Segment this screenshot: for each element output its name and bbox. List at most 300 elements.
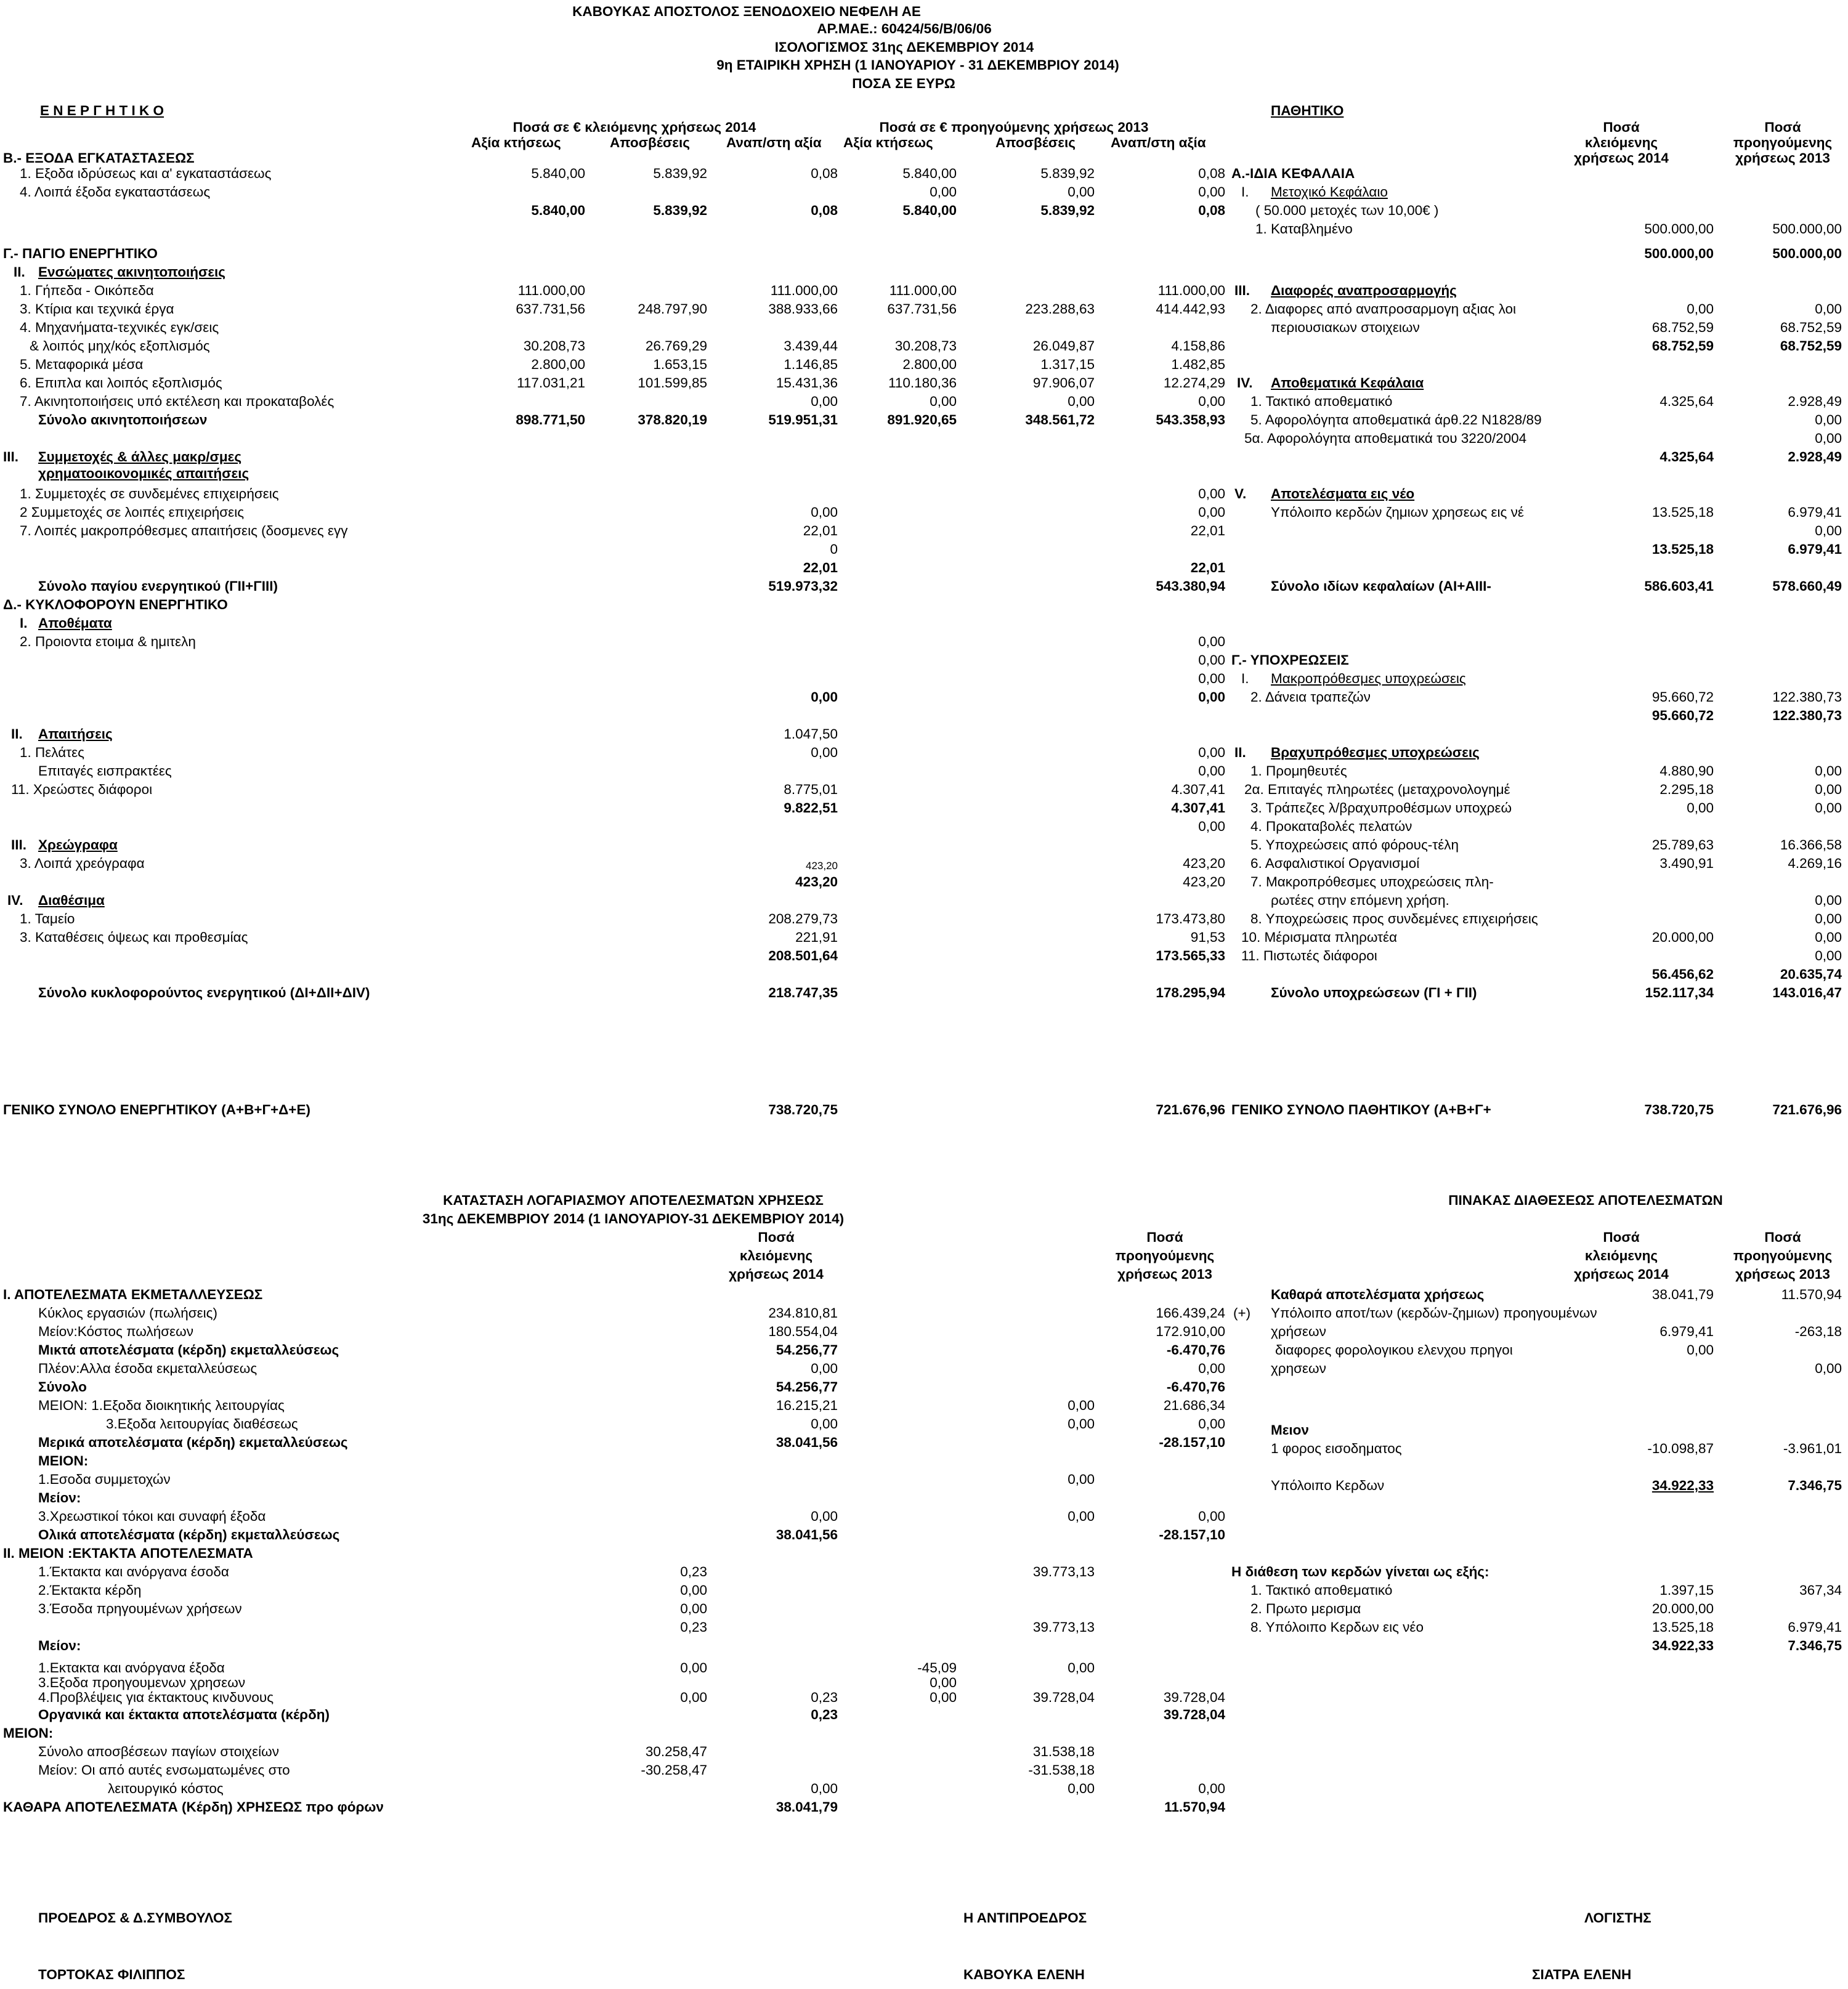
statement-text: ΙΣΟΛΟΓΙΣΜΟΣ 31ης ΔΕΚΕΜΒΡΙΟΥ 2014	[774, 39, 1034, 55]
statement-text: 7.346,75	[1788, 1638, 1842, 1653]
statement-text: Ι.	[20, 615, 28, 631]
statement-text: 4.158,86	[1171, 338, 1225, 354]
statement-text: 0,00	[1198, 1361, 1225, 1376]
statement-text: κλειόμενης	[1584, 135, 1658, 150]
statement-text: 1.Έκτακτα και ανόργανα έσοδα	[38, 1564, 229, 1579]
statement-text: -263,18	[1794, 1324, 1842, 1339]
statement-text: 4.307,41	[1171, 782, 1225, 797]
statement-text: 22,01	[1190, 523, 1225, 538]
statement-text: 0,00	[1687, 1342, 1714, 1358]
statement-text: Ποσά	[1764, 120, 1801, 135]
statement-text: 22,01	[803, 560, 838, 575]
statement-text: 7. Ακινητοποιήσεις υπό εκτέλεση και προκαταβολές	[20, 394, 334, 409]
statement-text: Ε Ν Ε Ρ Γ Η Τ Ι Κ Ο	[40, 103, 164, 118]
statement-text: Γ.- ΠΑΓΙΟ ΕΝΕΡΓΗΤΙΚΟ	[3, 246, 158, 261]
statement-text: ΓΕΝΙΚΟ ΣΥΝΟΛΟ ΠΑΘΗΤΙΚΟΥ (Α+Β+Γ+	[1231, 1102, 1491, 1117]
statement-text: ΠΟΣΑ ΣΕ ΕΥΡΩ	[852, 76, 955, 91]
statement-text: 1.653,15	[653, 357, 707, 372]
statement-text: 2.800,00	[902, 357, 957, 372]
statement-text: 1. Γήπεδα - Οικόπεδα	[20, 283, 154, 298]
statement-text: 2. Δάνεια τραπεζών	[1250, 689, 1371, 705]
statement-text: Β.- ΕΞΟΔΑ ΕΓΚΑΤΑΣΤΑΣΕΩΣ	[3, 150, 195, 166]
statement-text: ΣΙΑΤΡΑ ΕΛΕΝΗ	[1532, 1967, 1632, 1982]
statement-text: 2 Συμμετοχές σε λοιπές επιχειρήσεις	[20, 504, 245, 520]
statement-text: Καθαρά αποτελέσματα χρήσεως	[1271, 1287, 1485, 1302]
statement-text: 738.720,75	[1644, 1102, 1714, 1117]
statement-text: 173.473,80	[1156, 911, 1225, 926]
statement-text: διαφορες φορολογικου ελενχου πρηγοι	[1275, 1342, 1513, 1358]
statement-text: Δ.- ΚΥΚΛΟΦΟΡΟΥΝ ΕΝΕΡΓΗΤΙΚΟ	[3, 597, 228, 612]
statement-text: Διαθέσιμα	[38, 893, 105, 908]
statement-text: 13.525,18	[1651, 504, 1714, 520]
statement-text: Μικτά αποτελέσματα (κέρδη) εκμεταλλεύσεως	[38, 1342, 339, 1358]
statement-text: ΤΟΡΤΟΚΑΣ ΦΙΛΙΠΠΟΣ	[38, 1967, 185, 1982]
statement-text: 39.773,13	[1032, 1564, 1095, 1579]
statement-text: -6.470,76	[1166, 1342, 1225, 1358]
statement-text: 414.442,93	[1156, 301, 1225, 317]
statement-text: ΙΙ. ΜΕΙΟΝ :ΕΚΤΑΚΤΑ ΑΠΟΤΕΛΕΣΜΑΤΑ	[3, 1545, 253, 1561]
statement-text: 11. Χρεώστες διάφοροι	[11, 782, 153, 797]
statement-text: 0,00	[1815, 1361, 1842, 1376]
statement-text: 5.839,92	[1040, 166, 1095, 181]
statement-text: 2. Διαφορες από αναπροσαρμογη αξιας λοι	[1250, 301, 1517, 317]
statement-text: 25.789,63	[1651, 837, 1714, 853]
statement-text: ΚΑΒΟΥΚΑΣ ΑΠΟΣΤΟΛΟΣ ΞΕΝΟΔΟΧΕΙΟ ΝΕΦΕΛΗ ΑΕ	[572, 4, 921, 19]
statement-text: 5.839,92	[653, 203, 707, 218]
statement-text: Συμμετοχές & άλλες μακρ/σμες	[38, 449, 242, 464]
statement-text: 1. Συμμετοχές σε συνδεμένες επιχειρήσεις	[20, 486, 279, 501]
statement-text: 578.660,49	[1772, 578, 1842, 594]
statement-text: 97.906,07	[1032, 375, 1095, 391]
statement-text: 3.Εξοδα λειτουργίας διαθέσεως	[106, 1416, 298, 1432]
statement-text: 95.660,72	[1651, 689, 1714, 705]
statement-text: 0,00	[930, 184, 957, 200]
statement-text: 1.Εσοδα συμμετοχών	[38, 1472, 171, 1487]
statement-text: ΚΑΤΑΣΤΑΣΗ ΛΟΓΑΡΙΑΣΜΟΥ ΑΠΟΤΕΛΕΣΜΑΤΩΝ ΧΡΗΣΕΩΣ	[443, 1193, 824, 1208]
statement-text: 543.358,93	[1156, 412, 1225, 427]
statement-text: 180.554,04	[768, 1324, 838, 1339]
statement-text: 543.380,94	[1156, 578, 1225, 594]
statement-text: -3.961,01	[1783, 1441, 1842, 1456]
statement-text: 4.Προβλέψεις για έκτακτους κινδυνους	[38, 1690, 274, 1705]
statement-text: 0,00	[1815, 948, 1842, 963]
statement-text: Υπόλοιπο Κερδων	[1271, 1478, 1385, 1493]
statement-text: χρήσεων	[1271, 1324, 1326, 1339]
statement-text: 5.840,00	[531, 166, 585, 181]
statement-text: Ποσά σε € προηγούμενης χρήσεως 2013	[879, 120, 1149, 135]
statement-text: Α.-ΙΔΙΑ ΚΕΦΑΛΑΙΑ	[1231, 166, 1355, 181]
statement-text: 0,00	[680, 1660, 707, 1675]
statement-text: 2.800,00	[531, 357, 585, 372]
statement-text: 143.016,47	[1772, 985, 1842, 1000]
statement-text: 7. Λοιπές μακροπρόθεσμες απαιτήσεις (δοσμενες εγγ	[20, 523, 348, 538]
statement-text: κλειόμενης	[739, 1248, 813, 1263]
statement-text: -30.258,47	[641, 1762, 707, 1778]
statement-text: Αξία κτήσεως	[843, 135, 933, 150]
statement-text: 0,08	[811, 203, 838, 218]
statement-text: 11.570,94	[1781, 1287, 1842, 1302]
statement-text: 0,00	[1687, 800, 1714, 816]
statement-text: 166.439,24	[1156, 1305, 1225, 1321]
statement-text: Μείον:Κόστος πωλήσεων	[38, 1324, 193, 1339]
statement-text: 0,00	[1815, 893, 1842, 908]
statement-text: 6. Ασφαλιστικοί Οργανισμοί	[1250, 856, 1420, 871]
statement-text: 423,20	[1183, 874, 1225, 889]
statement-text: Αξία κτήσεως	[471, 135, 561, 150]
statement-text: ΠΙΝΑΚΑΣ ΔΙΑΘΕΣΕΩΣ ΑΠΟΤΕΛΕΣΜΑΤΩΝ	[1448, 1193, 1723, 1208]
statement-text: 54.256,77	[776, 1342, 838, 1358]
statement-text: 2. Πρωτο μερισμα	[1250, 1601, 1361, 1616]
statement-text: 39.728,04	[1032, 1690, 1095, 1705]
statement-text: 152.117,34	[1645, 985, 1714, 1000]
statement-text: χρήσεως 2014	[1574, 1266, 1669, 1282]
statement-text: Σύνολο παγίου ενεργητικού (ΓΙΙ+ΓΙΙΙ)	[38, 578, 278, 594]
statement-text: 9.822,51	[784, 800, 838, 816]
statement-text: 2.Έκτακτα κέρδη	[38, 1582, 142, 1598]
statement-text: χρήσεως 2014	[1574, 150, 1669, 166]
statement-text: -28.157,10	[1159, 1527, 1225, 1542]
statement-text: 22,01	[803, 523, 838, 538]
statement-text: 1. Τακτικό αποθεματικό	[1250, 394, 1393, 409]
statement-text: 5. Αφορολόγητα αποθεματικά άρθ.22 Ν1828/89	[1250, 412, 1542, 427]
statement-text: 221,91	[795, 930, 838, 945]
statement-text: ΠΡΟΕΔΡΟΣ & Δ.ΣΥΜΒΟΥΛΟΣ	[38, 1910, 233, 1926]
statement-text: ΚΑΒΟΥΚΑ ΕΛΕΝΗ	[963, 1967, 1085, 1982]
statement-text: Ποσά	[758, 1229, 795, 1245]
statement-text: 423,20	[1183, 856, 1225, 871]
statement-text: προηγούμενης	[1733, 1248, 1833, 1263]
statement-text: 1. Εξοδα ιδρύσεως και α' εγκαταστάσεως	[20, 166, 272, 181]
statement-text: ΜΕΙΟΝ: 1.Εξοδα διοικητικής λειτουργίας	[38, 1398, 285, 1413]
statement-text: 423,20	[806, 860, 838, 872]
statement-text: 6.979,41	[1660, 1324, 1714, 1339]
statement-text: Αποσβέσεις	[995, 135, 1076, 150]
statement-text: 117.031,21	[517, 375, 585, 391]
statement-text: 1. Προμηθευτές	[1250, 763, 1347, 779]
statement-text: κλειόμενης	[1584, 1248, 1658, 1263]
statement-text: 0,08	[811, 166, 838, 181]
statement-text: 8. Υπόλοιπο Κερδων εις νέο	[1250, 1619, 1424, 1635]
statement-text: 54.256,77	[776, 1379, 838, 1395]
statement-text: 178.295,94	[1156, 985, 1225, 1000]
statement-text: 378.820,19	[638, 412, 707, 427]
statement-text: 500.000,00	[1644, 246, 1714, 261]
statement-text: 20.000,00	[1651, 930, 1714, 945]
statement-text: ( 50.000 μετοχές των 10,00€ )	[1255, 203, 1439, 218]
statement-text: Υπόλοιπο κερδών ζημιων χρησεως εις νέ	[1271, 504, 1524, 520]
statement-text: χρήσεως 2013	[1117, 1266, 1212, 1282]
statement-text: Σύνολο ιδίων κεφαλαίων (ΑΙ+ΑΙΙΙ-	[1271, 578, 1491, 594]
statement-text: 586.603,41	[1644, 578, 1714, 594]
statement-text: 721.676,96	[1156, 1102, 1225, 1117]
statement-text: 0,00	[1687, 301, 1714, 317]
statement-text: 2.928,49	[1788, 394, 1842, 409]
statement-text: 122.380,73	[1772, 689, 1842, 705]
statement-text: Αναπ/στη αξία	[726, 135, 822, 150]
statement-text: 1.482,85	[1171, 357, 1225, 372]
statement-text: 0,00	[1815, 782, 1842, 797]
statement-text: 637.731,56	[887, 301, 957, 317]
statement-text: 234.810,81	[768, 1305, 838, 1321]
statement-text: 500.000,00	[1772, 246, 1842, 261]
statement-text: 0,00	[1198, 504, 1225, 520]
statement-text: 0,00	[811, 745, 838, 760]
statement-text: 16.366,58	[1780, 837, 1842, 853]
statement-text: Απαιτήσεις	[38, 726, 113, 742]
statement-text: λειτουργικό κόστος	[108, 1781, 224, 1796]
statement-text: Διαφορές αναπροσαρμογής	[1271, 283, 1457, 298]
statement-text: 3.Χρεωστικοί τόκοι και συναφή έξοδα	[38, 1509, 266, 1524]
statement-text: 500.000,00	[1772, 221, 1842, 237]
statement-text: ΙΙΙ.	[1234, 283, 1250, 298]
statement-text: 0	[830, 541, 838, 557]
statement-text: -10.098,87	[1647, 1441, 1714, 1456]
statement-text: 110.180,36	[888, 375, 957, 391]
statement-text: 738.720,75	[768, 1102, 838, 1117]
statement-text: 0,00	[930, 1690, 957, 1705]
statement-text: Ι. ΑΠΟΤΕΛΕΣΜΑΤΑ ΕΚΜΕΤΑΛΛΕΥΣΕΩΣ	[3, 1287, 263, 1302]
statement-text: Ποσά	[1146, 1229, 1183, 1245]
statement-text: 0,00	[1815, 930, 1842, 945]
statement-text: 0,00	[811, 504, 838, 520]
statement-text: Οργανικά και έκτακτα αποτελέσματα (κέρδη)	[38, 1707, 330, 1722]
statement-text: 172.910,00	[1156, 1324, 1225, 1339]
statement-text: 0,00	[1815, 523, 1842, 538]
statement-text: 248.797,90	[638, 301, 707, 317]
statement-text: 0,00	[1815, 412, 1842, 427]
statement-text: 68.752,59	[1651, 338, 1714, 354]
statement-text: 39.773,13	[1032, 1619, 1095, 1635]
statement-text: 20.000,00	[1651, 1601, 1714, 1616]
statement-text: ΙV.	[1237, 375, 1253, 391]
statement-text: 56.456,62	[1651, 966, 1714, 982]
statement-text: 0,00	[1068, 1398, 1095, 1413]
statement-text: Αποσβέσεις	[610, 135, 690, 150]
statement-text: Μερικά αποτελέσματα (κέρδη) εκμεταλλεύσεως	[38, 1435, 348, 1450]
statement-text: 38.041,56	[776, 1435, 838, 1450]
statement-text: Ολικά αποτελέσματα (κέρδη) εκμεταλλεύσεως	[38, 1527, 340, 1542]
statement-text: 68.752,59	[1780, 338, 1842, 354]
statement-text: 519.951,31	[768, 412, 838, 427]
statement-text: 208.279,73	[768, 911, 838, 926]
statement-text: 68.752,59	[1651, 320, 1714, 335]
statement-text: 0,00	[1198, 486, 1225, 501]
statement-text: 38.041,56	[776, 1527, 838, 1542]
statement-text: 5.840,00	[531, 203, 585, 218]
statement-text: 218.747,35	[768, 985, 838, 1000]
statement-text: 1 φορος εισοδηματος	[1271, 1441, 1402, 1456]
statement-text: 4. Μηχανήματα-τεχνικές εγκ/σεις	[20, 320, 219, 335]
statement-text: Ποσά σε € κλειόμενης χρήσεως 2014	[513, 120, 756, 135]
statement-text: 16.215,21	[776, 1398, 838, 1413]
statement-text: 637.731,56	[516, 301, 585, 317]
statement-text: (+)	[1233, 1305, 1251, 1321]
statement-text: ΙΙΙ.	[3, 449, 19, 464]
statement-text: ΜΕΙΟΝ:	[3, 1725, 54, 1741]
statement-text: 0,00	[811, 1416, 838, 1432]
statement-text: 0,00	[1198, 819, 1225, 834]
statement-text: 34.922,33	[1651, 1638, 1714, 1653]
statement-text: 3. Λοιπά χρεόγραφα	[20, 856, 145, 871]
statement-text: 3. Καταθέσεις όψεως και προθεσμίας	[20, 930, 248, 945]
statement-text: 891.920,65	[887, 412, 957, 427]
statement-text: Πλέον:Αλλα έσοδα εκμεταλλεύσεως	[38, 1361, 257, 1376]
statement-text: Σύνολο υποχρεώσεων (ΓΙ + ΓΙΙ)	[1271, 985, 1477, 1000]
statement-text: Μείον:	[38, 1490, 81, 1505]
statement-text: 11. Πιστωτές διάφοροι	[1241, 948, 1377, 963]
statement-text: 4.307,41	[1171, 800, 1225, 816]
statement-text: Σύνολο κυκλοφορούντος ενεργητικού (ΔΙ+ΔΙΙ+ΔΙV)	[38, 985, 370, 1000]
statement-text: χρήσεως 2013	[1735, 1266, 1830, 1282]
statement-text: 519.973,32	[768, 578, 838, 594]
statement-text: Σύνολο αποσβέσεων παγίων στοιχείων	[38, 1744, 279, 1759]
statement-text: 4.325,64	[1660, 449, 1714, 464]
statement-text: 0,00	[1198, 1416, 1225, 1432]
statement-text: 0,00	[1198, 394, 1225, 409]
statement-text: 423,20	[795, 874, 838, 889]
statement-text: 0,00	[1198, 652, 1225, 668]
statement-text: Μείον: Οι από αυτές ενσωματωμένες στο	[38, 1762, 290, 1778]
statement-text: 0,00	[1815, 911, 1842, 926]
statement-text: ΛΟΓΙΣΤΗΣ	[1584, 1910, 1651, 1926]
statement-text: 6. Επιπλα και λοιπός εξοπλισμός	[20, 375, 222, 391]
statement-text: 5.839,92	[1040, 203, 1095, 218]
statement-text: 3.Έσοδα πρηγουμένων χρήσεων	[38, 1601, 242, 1616]
statement-text: 0,00	[1198, 671, 1225, 686]
statement-text: 13.525,18	[1651, 541, 1714, 557]
statement-text: 0,00	[930, 1675, 957, 1690]
statement-text: ΙΙ.	[1234, 745, 1246, 760]
statement-text: Κύκλος εργασιών (πωλήσεις)	[38, 1305, 217, 1321]
statement-text: χρηματοοικονομικές απαιτήσεις	[38, 466, 249, 481]
statement-text: 4.269,16	[1788, 856, 1842, 871]
statement-text: 0,00	[811, 1781, 838, 1796]
statement-text: 721.676,96	[1772, 1102, 1842, 1117]
statement-text: 1. Πελάτες	[20, 745, 84, 760]
statement-text: Χρεώγραφα	[38, 837, 118, 853]
statement-text: 0,00	[1815, 301, 1842, 317]
statement-text: 39.728,04	[1163, 1707, 1225, 1722]
statement-text: 1.047,50	[784, 726, 838, 742]
statement-text: 500.000,00	[1644, 221, 1714, 237]
statement-text: 2α. Επιταγές πληρωτέες (μεταχρονολογημέ	[1244, 782, 1510, 797]
statement-text: Αποτελέσματα εις νέο	[1271, 486, 1415, 501]
statement-text: Βραχυπρόθεσμες υποχρεώσεις	[1271, 745, 1480, 760]
statement-text: 0,00	[811, 689, 838, 705]
statement-text: V.	[1234, 486, 1247, 501]
statement-text: Η διάθεση των κερδών γίνεται ως εξής:	[1231, 1564, 1489, 1579]
statement-text: 0,00	[1198, 1509, 1225, 1524]
statement-text: προηγούμενης	[1115, 1248, 1215, 1263]
statement-text: 26.769,29	[645, 338, 707, 354]
statement-text: περιουσιακων στοιχειων	[1271, 320, 1420, 335]
statement-text: Ενσώματες ακινητοποιήσεις	[38, 264, 225, 280]
statement-text: 2. Προιοντα ετοιμα & ημιτελη	[20, 634, 196, 649]
statement-text: 8. Υποχρεώσεις προς συνδεμένες επιχειρήσεις	[1250, 911, 1538, 926]
statement-text: 122.380,73	[1772, 708, 1842, 723]
statement-text: 4.880,90	[1660, 763, 1714, 779]
statement-text: Μείον:	[38, 1638, 81, 1653]
statement-text: 223.288,63	[1025, 301, 1095, 317]
statement-text: προηγούμενης	[1733, 135, 1833, 150]
statement-text: ΚΑΘΑΡΑ ΑΠΟΤΕΛΕΣΜΑΤΑ (Κέρδη) ΧΡΗΣΕΩΣ προ φόρων	[3, 1799, 384, 1815]
statement-text: 0,00	[1198, 634, 1225, 649]
statement-text: ρωτέες στην επόμενη χρήση.	[1271, 893, 1449, 908]
statement-text: 0,23	[811, 1707, 838, 1722]
statement-text: 7. Μακροπρόθεσμες υποχρεώσεις πλη-	[1250, 874, 1494, 889]
statement-text: 367,34	[1799, 1582, 1842, 1598]
statement-text: 0,00	[680, 1690, 707, 1705]
statement-text: 0,00	[1198, 1781, 1225, 1796]
statement-text: 1. Τακτικό αποθεματικό	[1250, 1582, 1393, 1598]
statement-text: 3.Εξοδα προηγουμενων χρησεων	[38, 1675, 246, 1690]
statement-text: 0,00	[1198, 689, 1225, 705]
statement-text: 0,00	[1068, 184, 1095, 200]
statement-text: Μειον	[1271, 1422, 1309, 1438]
statement-text: Ι.	[1241, 671, 1249, 686]
statement-text: 31.538,18	[1032, 1744, 1095, 1759]
statement-text: 3.439,44	[784, 338, 838, 354]
statement-text: 22,01	[1190, 560, 1225, 575]
statement-text: 30.258,47	[645, 1744, 707, 1759]
statement-text: 0,00	[1198, 745, 1225, 760]
statement-text: ΙΙ.	[11, 726, 23, 742]
statement-text: 95.660,72	[1651, 708, 1714, 723]
statement-text: ΓΕΝΙΚΟ ΣΥΝΟΛΟ ΕΝΕΡΓΗΤΙΚΟΥ (Α+Β+Γ+Δ+Ε)	[3, 1102, 310, 1117]
statement-text: 21.686,34	[1163, 1398, 1225, 1413]
statement-text: 30.208,73	[894, 338, 957, 354]
statement-text: 5.839,92	[653, 166, 707, 181]
statement-text: 111.000,00	[889, 283, 957, 298]
statement-text: 30.208,73	[523, 338, 585, 354]
statement-text: 0,00	[930, 394, 957, 409]
statement-text: ΑΡ.ΜΑΕ.: 60424/56/Β/06/06	[817, 21, 992, 36]
statement-text: χρησεων	[1271, 1361, 1326, 1376]
statement-text: 26.049,87	[1032, 338, 1095, 354]
statement-text: 208.501,64	[768, 948, 838, 963]
statement-text: 0,00	[1815, 800, 1842, 816]
statement-text: 3. Τράπεζες λ/βραχυπροθέσμων υποχρεώ	[1250, 800, 1512, 816]
statement-text: 10. Μέρισματα πληρωτέα	[1241, 930, 1398, 945]
statement-text: 39.728,04	[1163, 1690, 1225, 1705]
statement-text: 5.840,00	[902, 203, 957, 218]
statement-text: 9η ΕΤΑΙΡΙΚΗ ΧΡΗΣΗ (1 ΙΑΝΟΥΑΡΙΟΥ - 31 ΔΕΚΕΜΒΡΙΟΥ 2014)	[716, 57, 1119, 73]
statement-text: -31.538,18	[1028, 1762, 1095, 1778]
statement-text: 38.041,79	[776, 1799, 838, 1815]
statement-text: 4. Προκαταβολές πελατών	[1250, 819, 1412, 834]
statement-text: 0,00	[811, 394, 838, 409]
statement-text: Σύνολο ακινητοποιήσεων	[38, 412, 208, 427]
statement-text: 1. Καταβλημένο	[1255, 221, 1353, 237]
statement-text: Ποσά	[1603, 120, 1640, 135]
statement-text: & λοιπός μηχ/κός εξοπλισμός	[30, 338, 210, 354]
statement-text: 0,00	[1815, 763, 1842, 779]
statement-text: 91,53	[1190, 930, 1225, 945]
statement-text: Μετοχικό Κεφάλαιο	[1271, 184, 1388, 200]
statement-text: 0,08	[1198, 166, 1225, 181]
statement-text: 5. Μεταφορικά μέσα	[20, 357, 144, 372]
statement-text: 0,00	[1068, 1416, 1095, 1432]
statement-text: 101.599,85	[638, 375, 707, 391]
statement-text: 0,00	[811, 1509, 838, 1524]
statement-text: ΙΙ.	[14, 264, 25, 280]
statement-text: 5. Υποχρεώσεις από φόρους-τέλη	[1250, 837, 1459, 853]
statement-text: 7.346,75	[1788, 1478, 1842, 1493]
statement-text: 11.570,94	[1164, 1799, 1225, 1815]
statement-text: 31ης ΔΕΚΕΜΒΡΙΟΥ 2014 (1 ΙΑΝΟΥΑΡΙΟΥ-31 ΔΕΚΕΜΒΡΙΟΥ 2014)	[422, 1211, 845, 1226]
statement-text: 5.840,00	[902, 166, 957, 181]
statement-text: 6.979,41	[1788, 1619, 1842, 1635]
